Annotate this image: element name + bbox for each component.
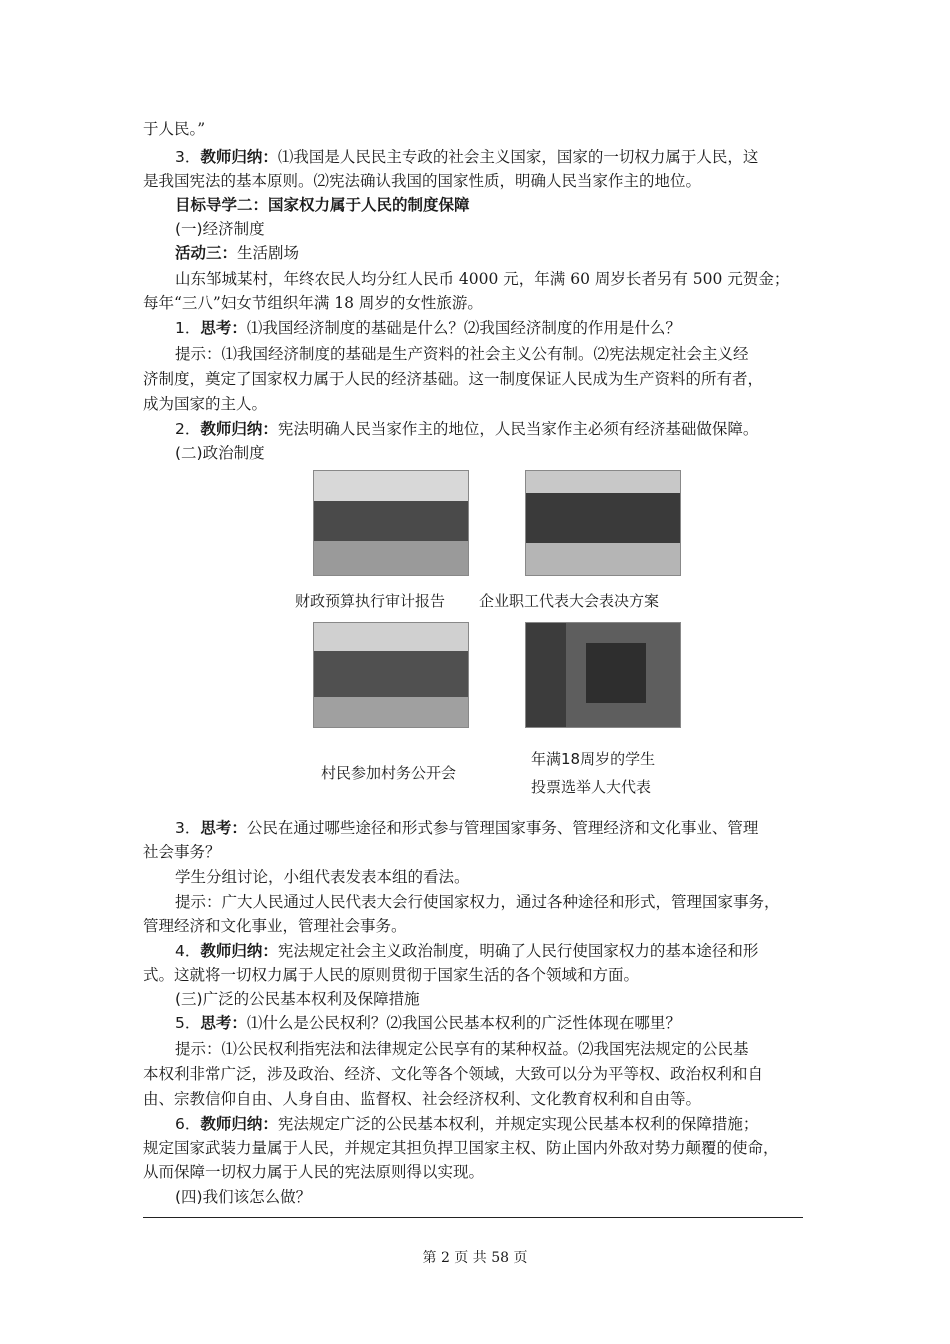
text-run: 提示：广大人民通过人民代表大会行使国家权力，通过各种途径和形式，管理国家事务， xyxy=(175,893,780,911)
bold-label: 活动三： xyxy=(175,244,238,262)
text-line xyxy=(143,368,763,390)
text-run: 公民在通过哪些途径和形式参与管理国家事务、管理经济和文化事业、管理 xyxy=(246,819,759,837)
text-line xyxy=(143,841,221,863)
text-run: 3． xyxy=(175,148,201,166)
bold-label: 教师归纳： xyxy=(200,942,278,960)
text-run: 3． xyxy=(175,819,201,837)
text-line xyxy=(143,292,483,314)
bold-label: 教师归纳： xyxy=(200,148,278,166)
text-run: ⑴我国经济制度的基础是什么？⑵我国经济制度的作用是什么？ xyxy=(246,319,681,337)
text-run: 由、宗教信仰自由、人身自由、监督权、社会经济权利、文化教育权利和自由等。 xyxy=(143,1090,702,1108)
text-run: 规定国家武装力量属于人民，并规定其担负捍卫国家主权、防止国内外敌对势力颠覆的使命， xyxy=(143,1139,779,1157)
text-line xyxy=(175,343,749,365)
text-run: 是我国宪法的基本原则。⑵宪法确认我国的国家性质，明确人民当家作主的地位。 xyxy=(143,172,702,190)
text-run: 6． xyxy=(175,1115,201,1133)
text-line xyxy=(175,442,265,464)
text-run: 社会事务？ xyxy=(143,843,221,861)
caption-student-voting-line2: 投票选举人大代表 xyxy=(531,778,652,796)
footer-divider xyxy=(143,1217,803,1218)
text-run: 学生分组讨论，小组代表发表本组的看法。 xyxy=(175,868,470,886)
text-run: 5． xyxy=(175,1014,201,1032)
text-run: 提示：⑴公民权利指宪法和法律规定公民享有的某种权益。⑵我国宪法规定的公民基 xyxy=(175,1040,749,1058)
text-run: 宪法明确人民当家作主的地位，人民当家作主必须有经济基础做保障。 xyxy=(277,420,759,438)
caption-village-meeting: 村民参加村务公开会 xyxy=(321,764,457,782)
text-line xyxy=(143,915,407,937)
text-line xyxy=(143,964,639,986)
text-line xyxy=(175,146,758,168)
caption-workers-congress: 企业职工代表大会表决方案 xyxy=(479,592,660,610)
text-line xyxy=(143,1161,484,1183)
photo-student-voting xyxy=(525,622,681,728)
text-run: (二)政治制度 xyxy=(175,444,265,462)
photo-workers-congress-vote xyxy=(525,470,681,576)
political-system-photo-figure xyxy=(295,470,669,806)
text-run: 本权利非常广泛，涉及政治、经济、文化等各个领域，大致可以分为平等权、政治权利和自 xyxy=(143,1065,764,1083)
photo-village-affairs-meeting xyxy=(313,622,469,728)
text-run: 式。这就将一切权力属于人民的原则贯彻于国家生活的各个领域和方面。 xyxy=(143,966,640,984)
text-line xyxy=(175,418,758,440)
text-run: 济制度，奠定了国家权力属于人民的经济基础。这一制度保证人民成为生产资料的所有者， xyxy=(143,370,764,388)
page-number: 第 2 页 共 58 页 xyxy=(422,1250,528,1266)
text-line xyxy=(143,118,205,140)
text-run: 从而保障一切权力属于人民的宪法原则得以实现。 xyxy=(143,1163,485,1181)
text-line xyxy=(175,268,789,290)
bold-label: 教师归纳： xyxy=(200,420,278,438)
text-run: ⑴什么是公民权利？⑵我国公民基本权利的广泛性体现在哪里？ xyxy=(246,1014,681,1032)
text-line xyxy=(143,1063,763,1085)
text-line xyxy=(175,940,758,962)
text-run: ⑴我国是人民民主专政的社会主义国家，国家的一切权力属于人民，这 xyxy=(277,148,759,166)
bold-label: 思考： xyxy=(200,819,247,837)
text-run: (三)广泛的公民基本权利及保障措施 xyxy=(175,990,420,1008)
text-run: 于人民。” xyxy=(143,120,206,138)
text-line xyxy=(175,1186,311,1208)
text-run: (四)我们该怎么做？ xyxy=(175,1188,312,1206)
text-line xyxy=(175,866,470,888)
text-line xyxy=(143,170,701,192)
text-run: 每年“三八”妇女节组织年满 18 周岁的女性旅游。 xyxy=(143,294,483,312)
bold-label: 目标导学二：国家权力属于人民的制度保障 xyxy=(175,196,470,214)
bold-label: 思考： xyxy=(200,1014,247,1032)
photo-audit-report-meeting xyxy=(313,470,469,576)
text-line xyxy=(175,242,299,264)
bold-label: 思考： xyxy=(200,319,247,337)
text-run: 提示：⑴我国经济制度的基础是生产资料的社会主义公有制。⑵宪法规定社会主义经 xyxy=(175,345,749,363)
text-run: (一)经济制度 xyxy=(175,220,265,238)
text-run: 管理经济和文化事业，管理社会事务。 xyxy=(143,917,407,935)
text-line xyxy=(175,194,470,216)
text-line xyxy=(175,891,780,913)
text-line xyxy=(175,1038,749,1060)
text-run: 生活剧场 xyxy=(237,244,300,262)
text-run: 1． xyxy=(175,319,201,337)
text-line xyxy=(143,1088,701,1110)
text-line xyxy=(175,317,681,339)
text-run: 2． xyxy=(175,420,201,438)
text-line xyxy=(175,218,265,240)
text-run: 宪法规定社会主义政治制度，明确了人民行使国家权力的基本途径和形 xyxy=(277,942,759,960)
caption-student-voting-line1: 年满18周岁的学生 xyxy=(531,750,656,768)
text-run: 山东邹城某村，年终农民人均分红人民币 4000 元，年满 60 周岁长者另有 500 元贺金； xyxy=(175,270,790,288)
text-line xyxy=(175,988,420,1010)
text-line xyxy=(175,817,758,839)
text-run: 4． xyxy=(175,942,201,960)
text-run: 宪法规定广泛的公民基本权利，并规定实现公民基本权利的保障措施； xyxy=(277,1115,759,1133)
bold-label: 教师归纳： xyxy=(200,1115,278,1133)
text-line xyxy=(175,1113,758,1135)
text-run: 成为国家的主人。 xyxy=(143,395,268,413)
text-line xyxy=(143,393,267,415)
caption-audit-report: 财政预算执行审计报告 xyxy=(295,592,446,610)
text-line xyxy=(175,1012,681,1034)
text-line xyxy=(143,1137,779,1159)
